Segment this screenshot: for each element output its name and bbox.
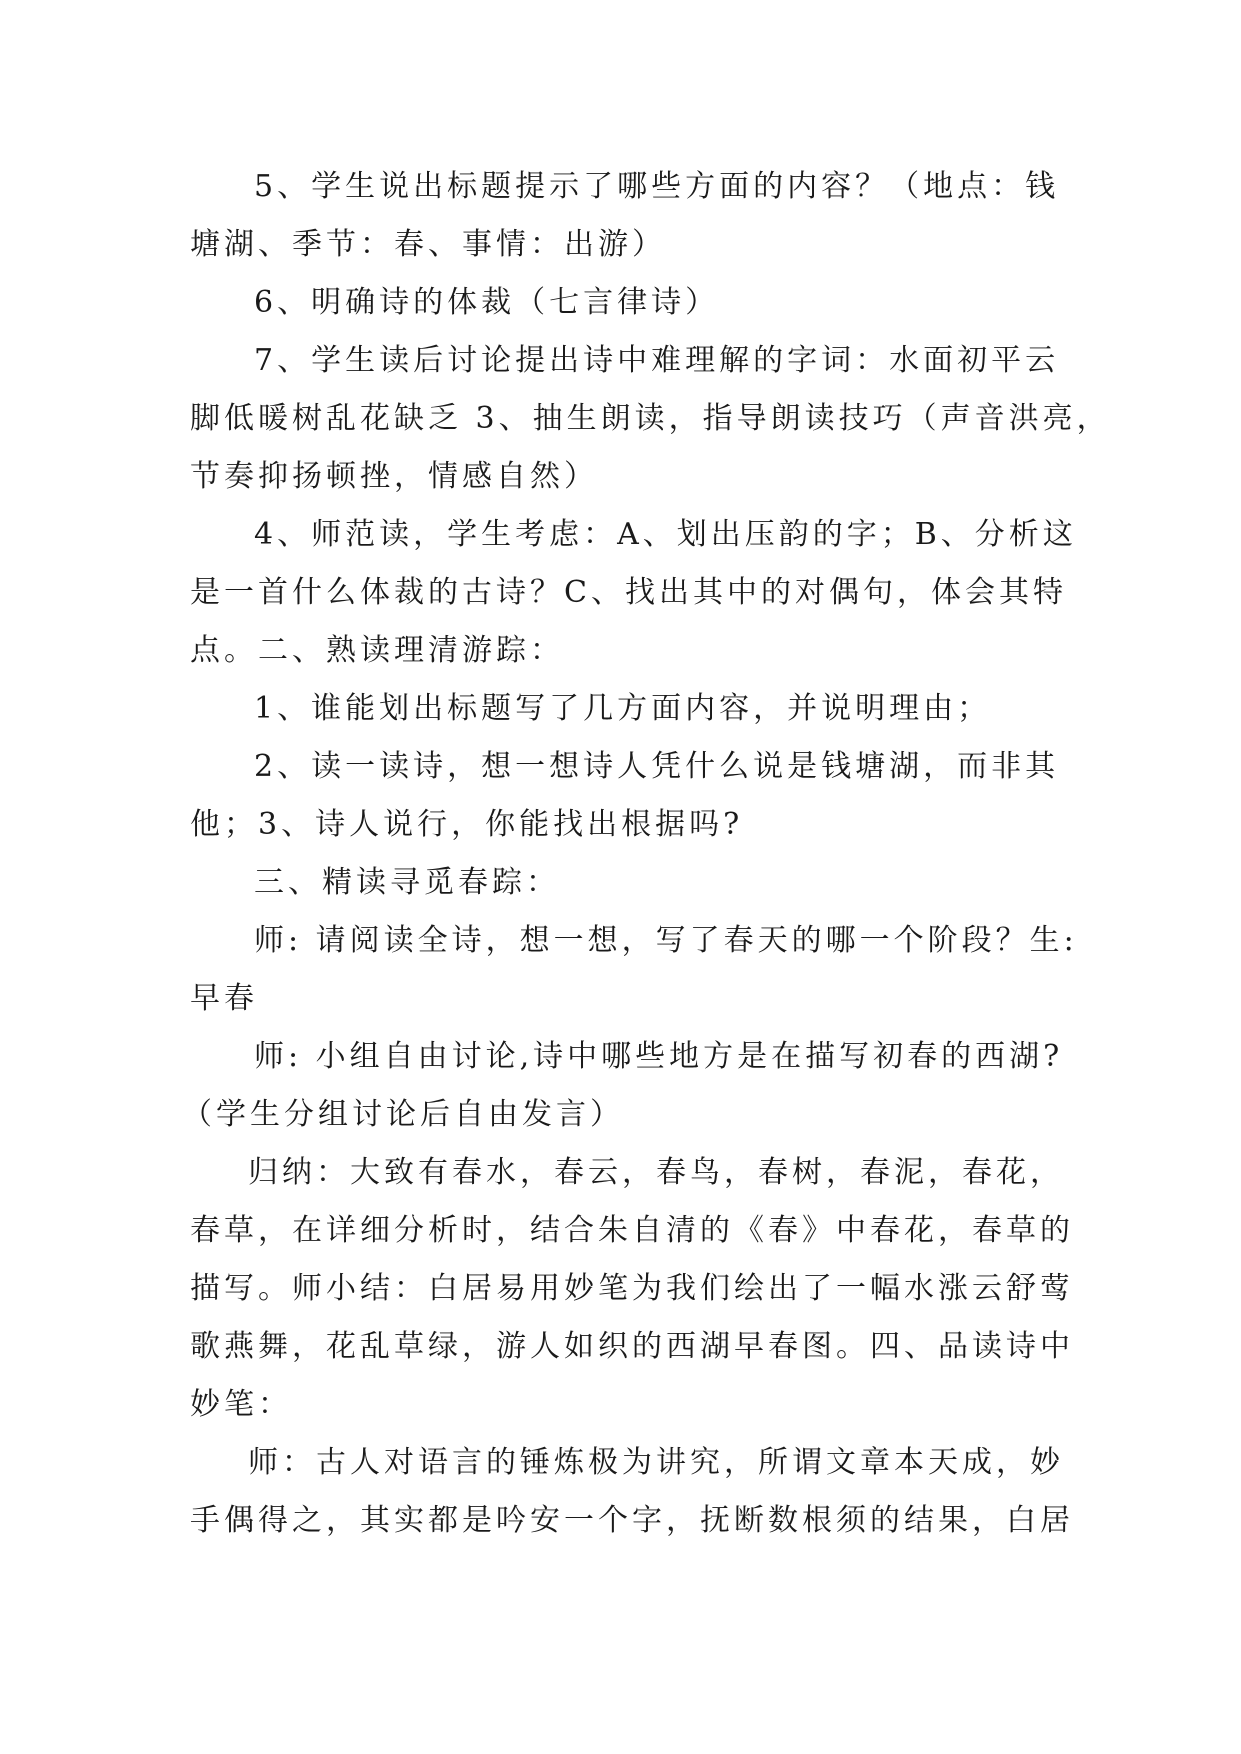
text-line: 三、精读寻觅春踪： — [254, 865, 560, 900]
paragraph — [190, 506, 1077, 680]
text-line: 1、谁能划出标题写了几方面内容，并说明理由； — [254, 691, 992, 726]
paragraph — [190, 1144, 1074, 1434]
paragraph — [182, 1028, 1064, 1144]
text-line: 是一首什么体裁的古诗？C、找出其中的对偶句，体会其特 — [190, 575, 1067, 610]
text-line: 描写。师小结：白居易用妙笔为我们绘出了一幅水涨云舒莺 — [190, 1271, 1074, 1306]
text-line: 2、读一读诗，想一想诗人凭什么说是钱塘湖，而非其 — [254, 749, 1060, 784]
text-line: 妙笔： — [190, 1387, 292, 1422]
text-line: 他；3、诗人说行，你能找出根据吗? — [190, 807, 744, 842]
text-line: 师：古人对语言的锤炼极为讲究，所谓文章本天成，妙 — [248, 1445, 1064, 1480]
text-line: 塘湖、季节：春、事情：出游） — [190, 227, 666, 262]
text-line: 歌燕舞，花乱草绿，游人如织的西湖早春图。四、品读诗中 — [190, 1329, 1074, 1364]
text-line: 早春 — [190, 981, 258, 1016]
text-line: 节奏抑扬顿挫，情感自然） — [190, 459, 598, 494]
paragraph — [190, 1434, 1074, 1550]
paragraph — [190, 332, 1111, 506]
text-line: 师: 请阅读全诗，想一想，写了春天的哪一个阶段？生: — [254, 923, 1078, 958]
text-line: 脚低暖树乱花缺乏 3、抽生朗读，指导朗读技巧（声音洪亮， — [190, 401, 1111, 436]
text-line: 4、师范读，学生考虑：A、划出压韵的字；B、分析这 — [254, 517, 1077, 552]
paragraph — [190, 738, 1060, 854]
text-line: （学生分组讨论后自由发言） — [182, 1097, 624, 1132]
paragraph — [190, 912, 1078, 1028]
text-line: 6、明确诗的体裁（七言律诗） — [254, 285, 720, 320]
text-line: 归纳：大致有春水，春云，春鸟，春树，春泥，春花， — [248, 1155, 1064, 1190]
text-line: 点。二、熟读理清游踪： — [190, 633, 564, 668]
text-line: 春草，在详细分析时，结合朱自清的《春》中春花，春草的 — [190, 1213, 1074, 1248]
text-line: 手偶得之，其实都是吟安一个字，抚断数根须的结果，白居 — [190, 1503, 1074, 1538]
paragraph — [190, 680, 1060, 738]
document-page — [182, 158, 1111, 1550]
paragraph — [190, 854, 1060, 912]
text-line: 5、学生说出标题提示了哪些方面的内容？（地点：钱 — [254, 169, 1060, 204]
paragraph — [190, 274, 1060, 332]
text-line: 7、学生读后讨论提出诗中难理解的字词：水面初平云 — [254, 343, 1060, 378]
paragraph — [190, 158, 1060, 274]
text-line: 师: 小组自由讨论,诗中哪些地方是在描写初春的西湖? — [254, 1039, 1064, 1074]
